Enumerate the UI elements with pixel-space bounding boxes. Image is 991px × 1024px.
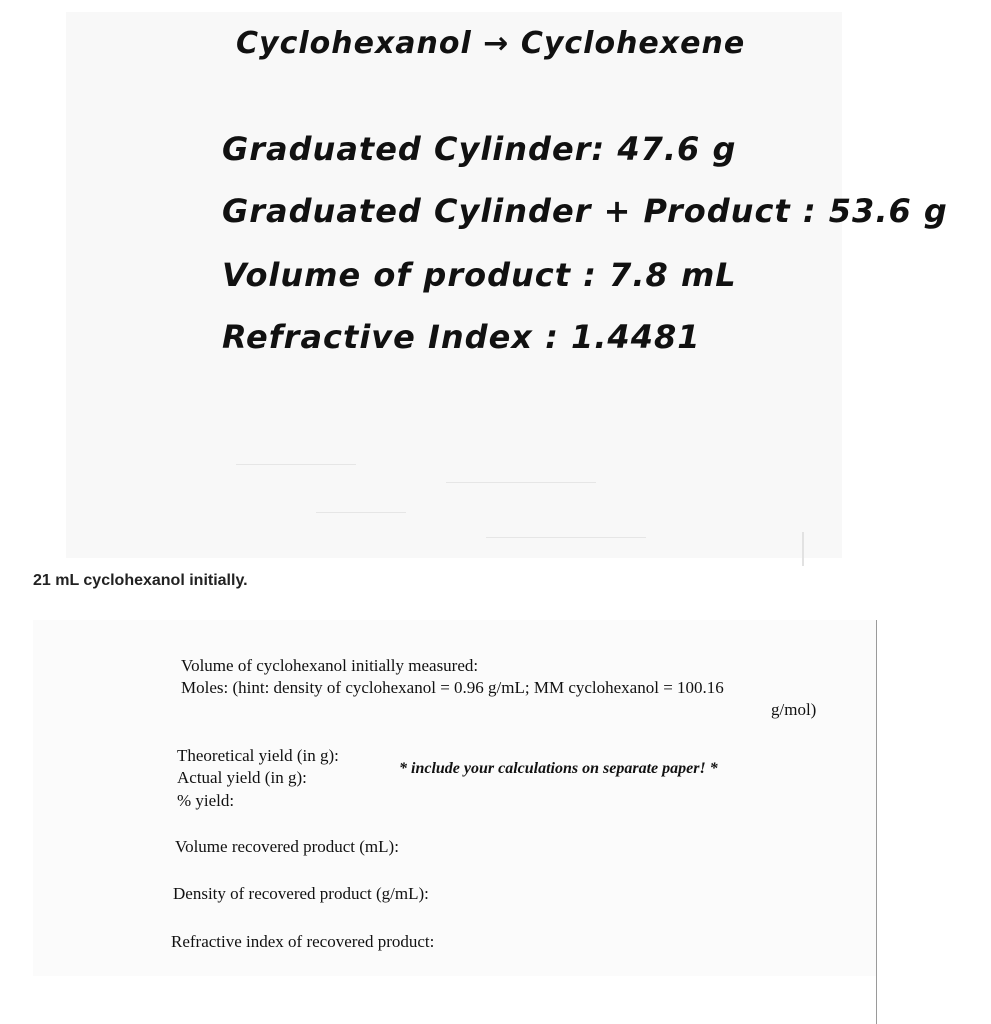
caption: 21 mL cyclohexanol initially. [33, 572, 248, 589]
handwritten-line-refractive-index: Refractive Index : 1.4481 [222, 318, 701, 356]
ws-volume-initial: Volume of cyclohexanol initially measured: [181, 656, 479, 675]
ws-refractive-index-recovered: Refractive index of recovered product: [171, 932, 435, 951]
worksheet [33, 620, 877, 976]
ws-percent-yield: % yield: [177, 791, 235, 810]
handwritten-line-cylinder: Graduated Cylinder: 47.6 g [222, 130, 737, 168]
ws-moles-unit: g/mol) [771, 700, 817, 719]
handwritten-title: Cyclohexanol → Cyclohexene [236, 26, 746, 61]
handwritten-notes-photo [66, 12, 948, 558]
ws-volume-recovered: Volume recovered product (mL): [175, 837, 399, 856]
ws-density-recovered: Density of recovered product (g/mL): [173, 884, 429, 903]
ws-actual-yield: Actual yield (in g): [177, 768, 307, 787]
worksheet-border-line [876, 976, 877, 1024]
handwritten-line-cylinder-product: Graduated Cylinder + Product : 53.6 g [222, 192, 948, 230]
ws-theoretical-yield: Theoretical yield (in g): [177, 746, 339, 765]
handwritten-line-volume: Volume of product : 7.8 mL [222, 256, 737, 294]
ws-calculations-note: * include your calculations on separate paper! * [399, 760, 718, 777]
ws-moles-hint: Moles: (hint: density of cyclohexanol = 0.96 g/mL; MM cyclohexanol = 100.16 [181, 678, 724, 697]
